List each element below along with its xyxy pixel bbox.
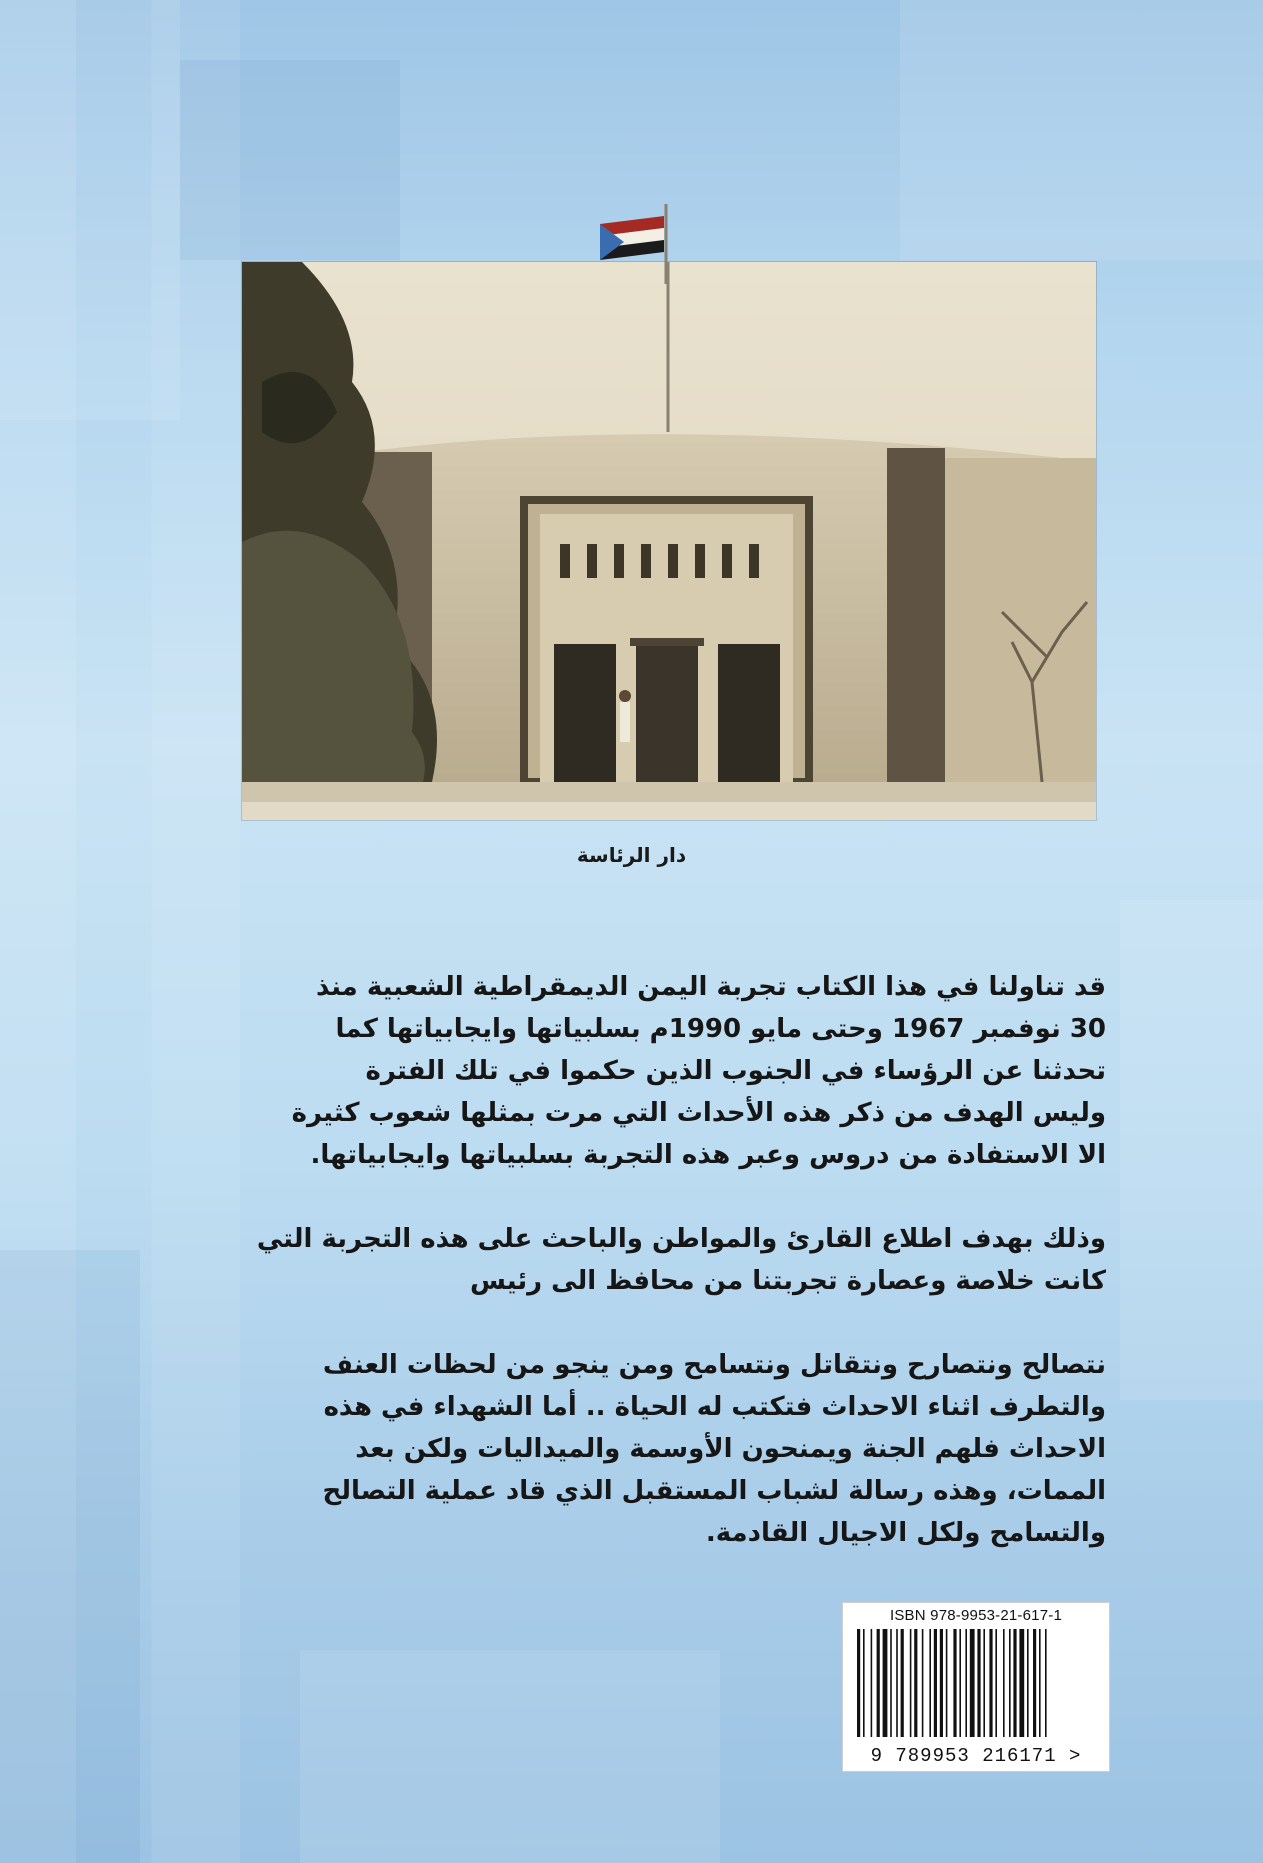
paragraph-1 (248, 966, 1106, 1176)
presidential-building-photo (242, 262, 1096, 820)
text-line: تحدثنا عن الرؤساء في الجنوب الذين حكموا في تلك الفترة (365, 1056, 1106, 1086)
background-tile (1120, 900, 1263, 1400)
barcode-bar (959, 1629, 961, 1737)
barcode-bar (1027, 1629, 1029, 1737)
paragraph-2 (248, 1218, 1106, 1302)
barcode-bar (901, 1629, 904, 1737)
barcode-bars (857, 1629, 1095, 1737)
barcode-bar (1033, 1629, 1036, 1737)
barcode-bar (946, 1629, 948, 1737)
text-line: وذلك بهدف اطلاع القارئ والمواطن والباحث على هذه التجربة التي (256, 1224, 1106, 1254)
barcode-bar (890, 1629, 892, 1737)
barcode-bar (965, 1629, 967, 1737)
barcode-bar (1003, 1629, 1005, 1737)
text-line: الممات، وهذه رسالة لشباب المستقبل الذي قاد عملية التصالح (322, 1476, 1106, 1506)
barcode-bar (914, 1629, 917, 1737)
isbn-digits: 9 789953 216171 > (870, 1745, 1082, 1767)
isbn-label: ISBN 978-9953-21-617-1 (889, 1607, 1062, 1624)
text-line: وليس الهدف من ذكر هذه الأحداث التي مرت بمثلها شعوب كثيرة (291, 1098, 1106, 1128)
barcode-bar (940, 1629, 943, 1737)
isbn-barcode (842, 1602, 1110, 1772)
barcode-bar (871, 1629, 873, 1737)
background-tile (180, 60, 400, 260)
text-line: والتسامح ولكل الاجيال القادمة. (705, 1518, 1106, 1548)
barcode-bar (953, 1629, 956, 1737)
background-tile (0, 1250, 140, 1863)
text-line: الا الاستفادة من دروس وعبر هذه التجربة بسلبياتها وايجابياتها. (310, 1140, 1106, 1170)
background-tile (0, 0, 180, 420)
barcode-bar (883, 1629, 888, 1737)
text-line: 30 نوفمبر 1967 وحتى مايو 1990م بسلبياتها وايجابياتها كما (335, 1014, 1106, 1044)
barcode-bar (922, 1629, 924, 1737)
background-tile (300, 1650, 720, 1863)
barcode-bar (995, 1629, 997, 1737)
flag-icon (598, 204, 670, 284)
barcode-bar (1013, 1629, 1016, 1737)
text-line: نتصالح ونتصارح ونتقاتل ونتسامح ومن ينجو من لحظات العنف (322, 1350, 1106, 1380)
text-line: قد تناولنا في هذا الكتاب تجربة اليمن الديمقراطية الشعبية منذ (316, 972, 1106, 1002)
barcode-bar (970, 1629, 975, 1737)
building-illustration (242, 262, 1096, 820)
barcode-bar (929, 1629, 931, 1737)
text-line: كانت خلاصة وعصارة تجربتنا من محافظ الى رئيس (470, 1266, 1106, 1296)
text-line: الاحداث فلهم الجنة ويمنحون الأوسمة والميداليات ولكن بعد (355, 1434, 1106, 1464)
photo-caption: دار الرئاسة (576, 843, 687, 867)
text-line: والتطرف اثناء الاحداث فتكتب له الحياة .. أما الشهداء في هذه (323, 1392, 1106, 1422)
barcode-bar (1009, 1629, 1011, 1737)
barcode-bar (1045, 1629, 1047, 1737)
barcode-bar (857, 1629, 860, 1737)
background-tile (900, 0, 1263, 260)
barcode-bar (910, 1629, 912, 1737)
barcode-bar (1039, 1629, 1041, 1737)
barcode-bar (977, 1629, 980, 1737)
barcode-bar (989, 1629, 992, 1737)
barcode-bar (863, 1629, 865, 1737)
barcode-bar (934, 1629, 937, 1737)
barcode-bar (983, 1629, 985, 1737)
barcode-bar (896, 1629, 898, 1737)
barcode-bar (877, 1629, 880, 1737)
barcode-bar (1019, 1629, 1024, 1737)
paragraph-3 (248, 1344, 1106, 1554)
